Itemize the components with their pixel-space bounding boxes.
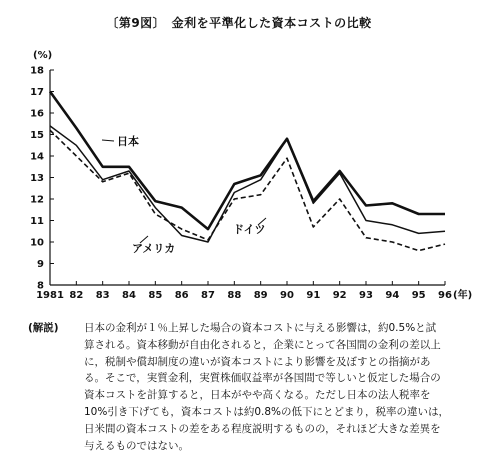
x-tick-label: 93	[359, 290, 373, 301]
y-tick-label: 17	[30, 87, 44, 98]
y-tick-label: 18	[30, 65, 44, 77]
explanation-line: に，税制や償却制度の違いが資本コストにより影響を及ぼすとの指摘があ	[84, 355, 431, 368]
y-tick-label: 9	[37, 259, 44, 270]
x-tick-label: 89	[253, 290, 268, 301]
explanation-line: 与えるものではない。	[84, 439, 189, 452]
y-tick-label: 15	[30, 130, 44, 141]
explanation-body	[84, 320, 468, 454]
y-tick-label: 12	[30, 194, 44, 206]
x-tick-label: 92	[332, 290, 347, 301]
x-tick-label: 87	[201, 290, 215, 301]
x-tick-label: 96	[438, 290, 452, 301]
series-line-0	[50, 92, 445, 230]
x-tick-label: 1981	[36, 290, 64, 301]
explanation-line: る。そこで，実質金利，実質株価収益率が各国間で等しいと仮定した場合の	[84, 372, 441, 385]
explanation-heading: (解説)	[28, 322, 59, 334]
y-tick-label: 11	[30, 216, 44, 227]
explanation-line: 日米間の資本コストの差をある程度説明するものの，それほど大きな差異を	[84, 422, 441, 435]
x-tick-label: 95	[411, 290, 426, 301]
explanation-line: 資本コストを計算すると，日本がやや高くなる。ただし日本の法人税率を	[84, 389, 431, 402]
series-label: ドイツ	[233, 223, 266, 236]
series-label-leader	[102, 140, 114, 141]
y-tick-label: 14	[30, 151, 44, 163]
explanation-line: 10%引き下げても，資本コストは約0.8%の低下にとどまり，税率の違いは，	[84, 405, 450, 418]
y-tick-label: 13	[30, 173, 44, 184]
x-tick-label: 85	[148, 290, 163, 301]
y-tick-label: 10	[30, 237, 44, 249]
x-tick-label: 88	[227, 290, 242, 301]
series-label: アメリカ	[132, 242, 176, 255]
x-tick-label: 82	[69, 290, 84, 301]
y-tick-label: 8	[37, 280, 44, 292]
series-label: 日本	[117, 135, 139, 148]
x-tick-label: 90	[280, 290, 294, 301]
x-tick-label: 84	[122, 290, 136, 301]
explanation-line: 算される。資本移動が自由化されると，企業にとって各国間の金利の差以上	[84, 338, 441, 351]
chart-labels	[102, 134, 266, 255]
explanation-line: 日本の金利が１％上昇した場合の資本コストに与える影響は，約0.5%と試	[84, 322, 437, 334]
explanation-block	[28, 320, 468, 454]
y-tick-label: 16	[30, 108, 44, 120]
x-tick-label: 94	[385, 290, 400, 301]
x-tick-label: 83	[95, 290, 110, 301]
x-tick-label: 86	[174, 290, 189, 301]
chart-title: 〔第9図〕 金利を平準化した資本コストの比較	[106, 16, 372, 30]
y-axis-label: (%)	[33, 50, 53, 61]
x-axis-label: (年)	[453, 290, 473, 301]
x-tick-label: 91	[306, 290, 321, 301]
